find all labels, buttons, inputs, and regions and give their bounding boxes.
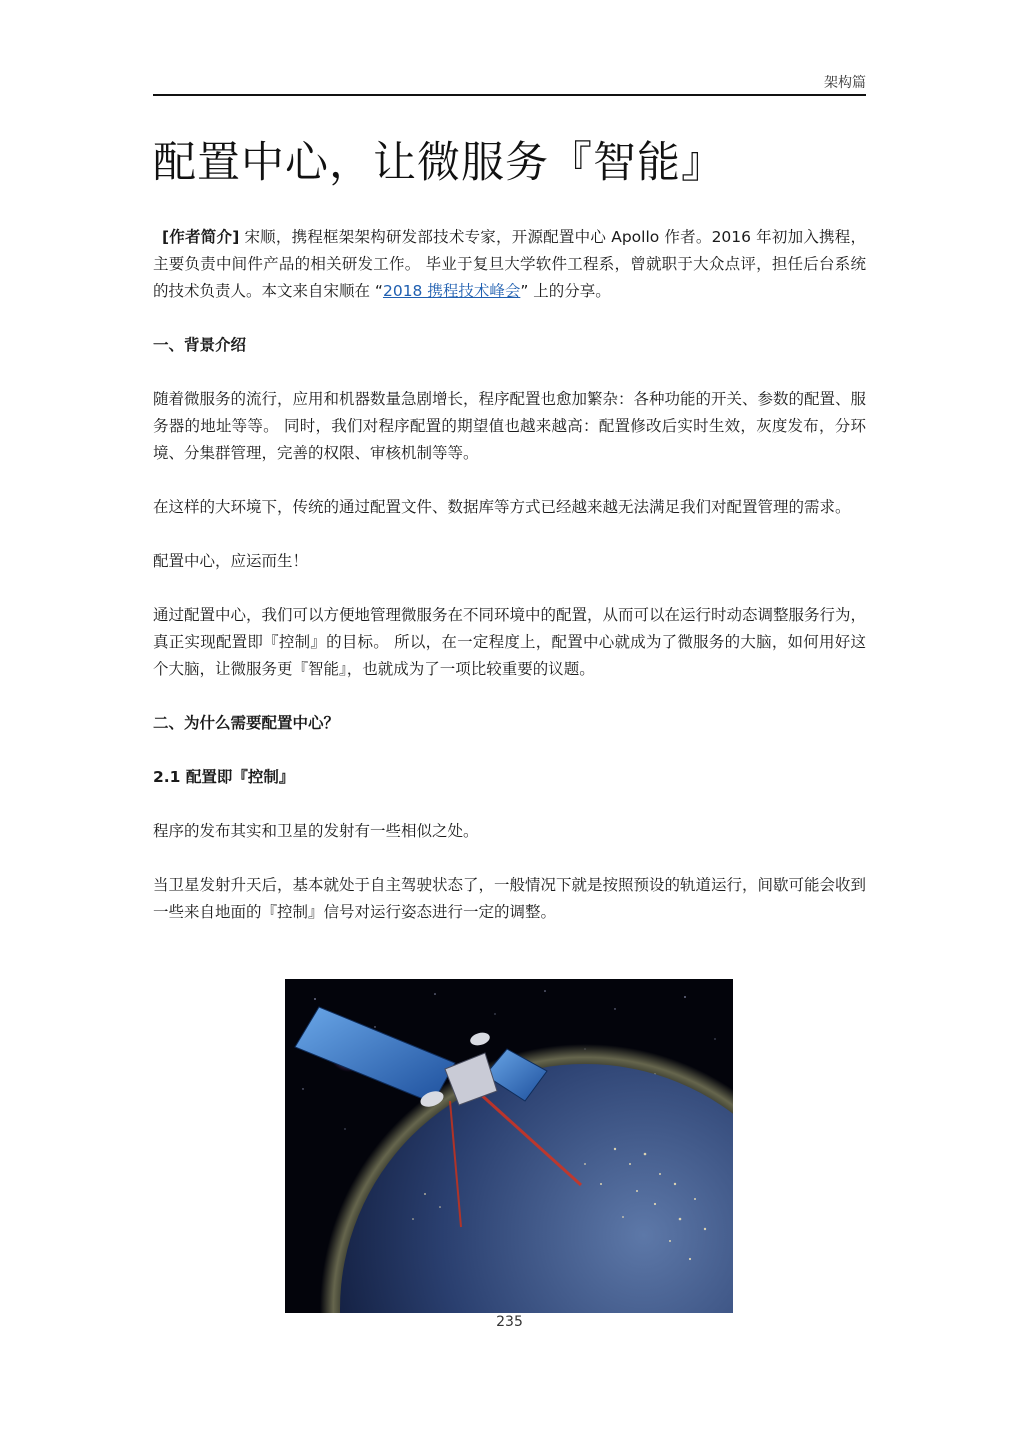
- subsection-heading-control: 2.1 配置即『控制』: [153, 768, 295, 786]
- running-header: 架构篇: [824, 75, 866, 91]
- author-tail: ” 上的分享。: [520, 282, 611, 300]
- article-title: 配置中心，让微服务『智能』: [153, 138, 725, 188]
- page-number: 235: [496, 1314, 523, 1330]
- section-heading-background: 一、背景介绍: [153, 336, 247, 354]
- paragraph: 配置中心，应运而生！: [153, 552, 309, 570]
- article-body: [153, 224, 866, 953]
- author-intro: [153, 224, 866, 305]
- paragraph: 当卫星发射升天后，基本就处于自主驾驶状态了，一般情况下就是按照预设的轨道运行，间歇可能会收到一些来自地面的『控制』信号对运行姿态进行一定的调整。: [153, 876, 867, 921]
- paragraph: 在这样的大环境下，传统的通过配置文件、数据库等方式已经越来越无法满足我们对配置管理的需求。: [153, 498, 851, 516]
- author-label: [作者简介]: [162, 228, 240, 246]
- conference-link[interactable]: 2018 携程技术峰会: [382, 282, 521, 300]
- header-rule: [153, 94, 866, 96]
- paragraph: 程序的发布其实和卫星的发射有一些相似之处。: [153, 822, 479, 840]
- satellite-illustration: [285, 979, 733, 1313]
- paragraph: 随着微服务的流行，应用和机器数量急剧增长，程序配置也愈加繁杂：各种功能的开关、参数的配置、服务器的地址等等。 同时，我们对程序配置的期望值也越来越高：配置修改后实时生效，灰度发布，分环境、分集群管理，完善的权限、审核机制等等。: [153, 390, 867, 462]
- author-text: 宋顺，携程框架架构研发部技术专家，开源配置中心 Apollo 作者。2016 年初加入携程，主要负责中间件产品的相关研发工作。 毕业于复旦大学软件工程系，曾就职于大众点评，担任后台系统的技术负责人。本文来自宋顺在 “: [153, 228, 867, 300]
- section-heading-why: 二、为什么需要配置中心？: [153, 714, 340, 732]
- satellite-earth-image: [285, 979, 733, 1313]
- paragraph: 通过配置中心，我们可以方便地管理微服务在不同环境中的配置，从而可以在运行时动态调整服务行为，真正实现配置即『控制』的目标。 所以，在一定程度上，配置中心就成为了微服务的大脑，如何用好这个大脑，让微服务更『智能』，也就成为了一项比较重要的议题。: [153, 606, 867, 678]
